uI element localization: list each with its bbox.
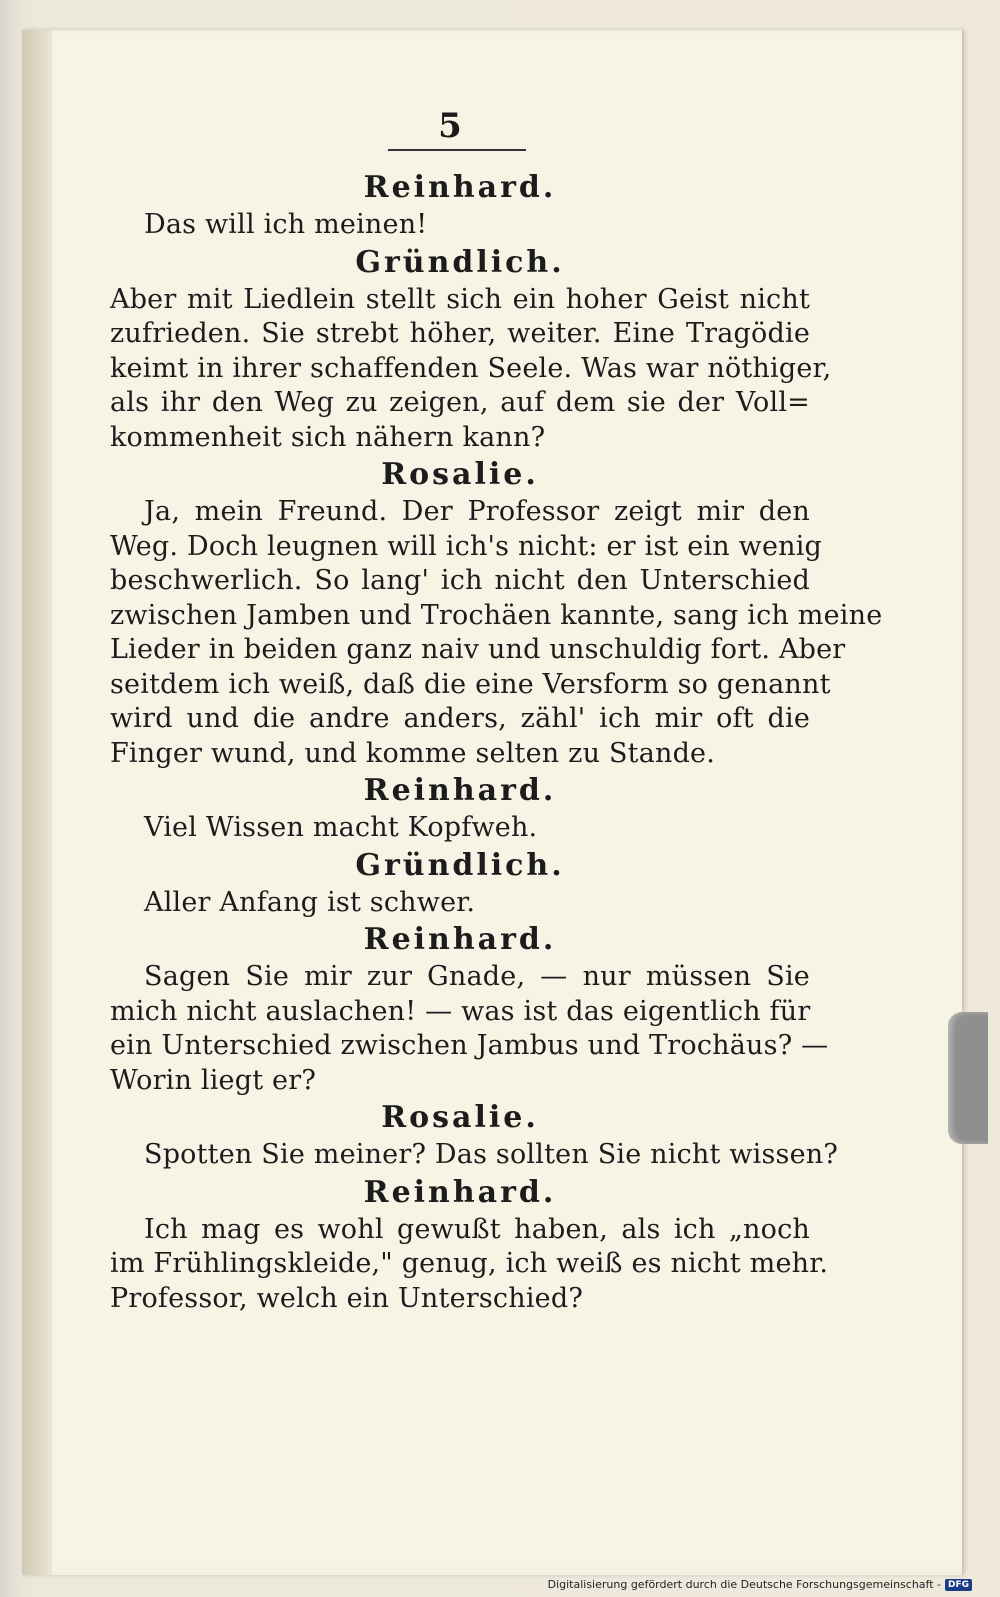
dialogue-line: Aber mit Liedlein stellt sich ein hoher Geist nicht (110, 283, 810, 315)
dialogue-line: Professor, welch ein Unterschied? (110, 1282, 583, 1314)
dialogue-line: Lieder in beiden ganz naiv und unschuldig fort. Aber (110, 634, 846, 665)
dialogue-text (110, 168, 883, 1316)
dialogue-line: Weg. Doch leugnen will ich's nicht: er ist ein wenig (110, 530, 823, 562)
dialogue-line: Viel Wissen macht Kopfweh. (144, 812, 538, 843)
scanner-clip (948, 1012, 988, 1144)
dialogue-line: seitdem ich weiß, daß die eine Versform so genannt (110, 668, 831, 700)
page-number: 5 (438, 106, 462, 146)
dialogue-line: zwischen Jamben und Trochäen kannte, sang ich meine (110, 599, 883, 631)
page-gutter (22, 30, 52, 1575)
dialogue-line: Finger wund, und komme selten zu Stande. (110, 737, 716, 769)
speaker-name: Reinhard. (363, 922, 557, 957)
page-number-rule (388, 149, 526, 151)
dialogue-line: beschwerlich. So lang' ich nicht den Unterschied (110, 565, 810, 596)
dialogue-line: im Frühlingskleide," genug, ich weiß es nicht mehr. (110, 1248, 829, 1279)
dialogue-line: Aller Anfang ist schwer. (144, 886, 476, 918)
dfg-logo-icon: DFG (945, 1579, 972, 1591)
speaker-name: Gründlich. (355, 244, 565, 280)
speaker-name: Reinhard. (363, 170, 557, 205)
dialogue-line: kommenheit sich nähern kann? (110, 421, 546, 453)
dialogue-line: keimt in ihrer schaffenden Seele. Was war nöthiger, (110, 352, 832, 384)
dialogue-line: Worin liegt er? (110, 1064, 317, 1096)
speaker-name: Rosalie. (381, 1100, 539, 1135)
dialogue-line: ein Unterschied zwischen Jambus und Trochäus? — (110, 1030, 829, 1061)
dialogue-line: Ja, mein Freund. Der Professor zeigt mir den (144, 496, 810, 527)
dialogue-line: als ihr den Weg zu zeigen, auf dem sie der Voll= (110, 387, 810, 418)
speaker-name: Reinhard. (363, 773, 557, 808)
speaker-name: Rosalie. (381, 457, 539, 492)
speaker-name: Reinhard. (363, 1174, 557, 1210)
dialogue-line: Sagen Sie mir zur Gnade, — nur müssen Sie (144, 961, 810, 992)
dialogue-line: zufrieden. Sie strebt höher, weiter. Eine Tragödie (110, 318, 810, 349)
dialogue-line: Spotten Sie meiner? Das sollten Sie nicht wissen? (144, 1139, 839, 1170)
speaker-name: Gründlich. (355, 847, 565, 883)
dialogue-line: mich nicht auslachen! — was ist das eigentlich für (110, 995, 811, 1027)
dialogue-line: Das will ich meinen! (144, 209, 428, 240)
digitization-footer (548, 1578, 972, 1591)
dialogue-line: wird und die andre anders, zähl' ich mir oft die (110, 703, 810, 734)
footer-text: Digitalisierung gefördert durch die Deutsche Forschungsgemeinschaft - (547, 1578, 941, 1591)
dialogue-line: Ich mag es wohl gewußt haben, als ich „noch (144, 1213, 810, 1245)
